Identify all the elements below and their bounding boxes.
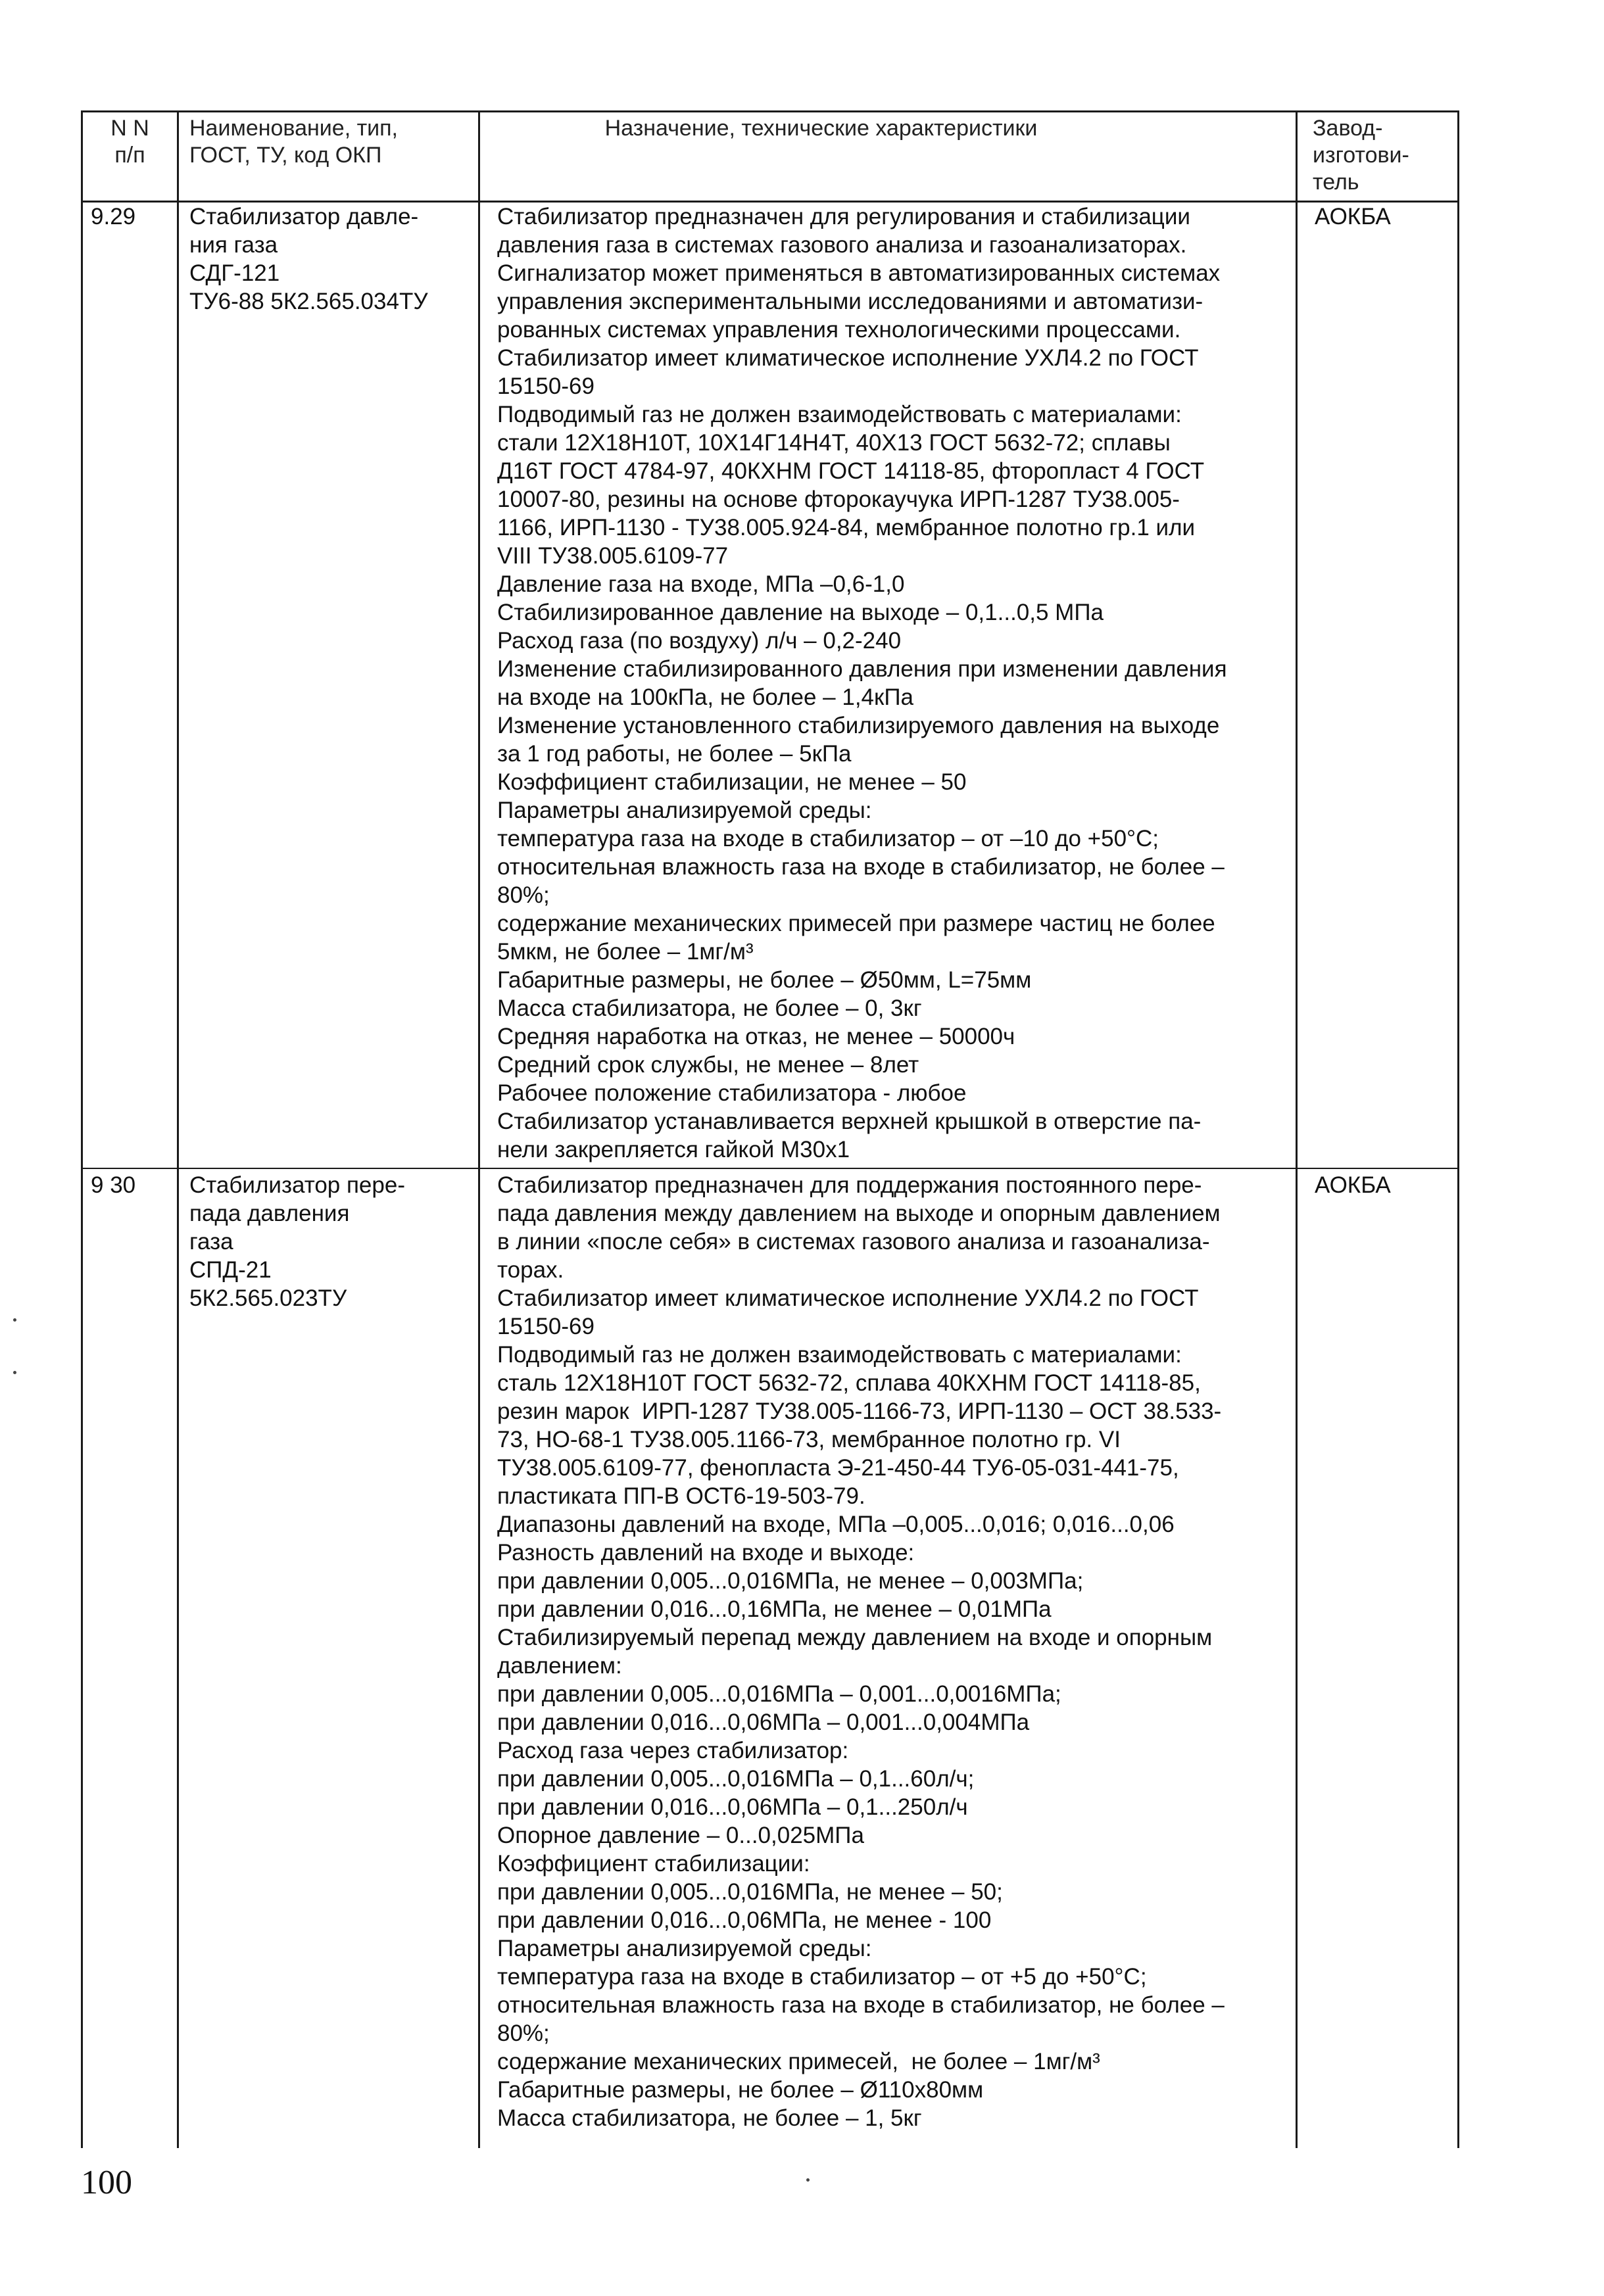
row-number: 9.29 <box>91 204 136 229</box>
description-line: Параметры анализируемой среды: <box>497 1936 872 1961</box>
manufacturer: АОКБА <box>1315 204 1391 229</box>
spec-table <box>81 110 1459 2148</box>
item-description <box>497 1171 1290 2132</box>
description-line: Коэффициент стабилизации, не менее – 50 <box>497 769 967 795</box>
description-line: сталь 12Х18Н10Т ГОСТ 5632-72, сплава 40КХНМ ГОСТ 14118-85, <box>497 1370 1201 1396</box>
description-line: Масса стабилизатора, не более – 1, 5кг <box>497 2105 922 2131</box>
scan-speck <box>13 1318 16 1322</box>
description-line: 15150-69 <box>497 373 595 399</box>
description-line: температура газа на входе в стабилизатор – от –10 до +50°С; <box>497 826 1159 851</box>
description-line: при давлении 0,016...0,06МПа – 0,001...0,004МПа <box>497 1710 1030 1735</box>
description-line: Изменение установленного стабилизируемого давления на выходе <box>497 713 1220 738</box>
description-line: при давлении 0,016...0,06МПа, не менее - 100 <box>497 1907 992 1933</box>
description-line: Расход газа через стабилизатор: <box>497 1738 849 1763</box>
page-number: 100 <box>81 2164 132 2201</box>
description-line: Разность давлений на входе и выходе: <box>497 1540 915 1566</box>
description-line: торах. <box>497 1257 564 1283</box>
description-line: VIII ТУ38.005.6109-77 <box>497 543 729 569</box>
description-line: Сигнализатор может применяться в автоматизированных системах <box>497 260 1221 286</box>
header-name: Наименование, тип, ГОСТ, ТУ, код ОКП <box>189 116 399 168</box>
description-line: Д16Т ГОСТ 4784-97, 40КХНМ ГОСТ 14118-85, фторопласт 4 ГОСТ <box>497 458 1205 484</box>
description-line: относительная влажность газа на входе в стабилизатор, не более – <box>497 1992 1225 2018</box>
description-line: Расход газа (по воздуху) л/ч – 0,2-240 <box>497 628 902 654</box>
manufacturer: АОКБА <box>1315 1172 1391 1198</box>
description-line: давлением: <box>497 1653 622 1679</box>
description-line: 80%; <box>497 2021 550 2046</box>
row-number: 9 30 <box>91 1172 136 1198</box>
description-line: при давлении 0,005...0,016МПа – 0,1...60л/ч; <box>497 1766 975 1792</box>
description-line: резин марок ИРП-1287 ТУ38.005-1166-73, ИРП-1130 – ОСТ 38.533- <box>497 1399 1222 1424</box>
description-line: Стабилизатор имеет климатическое исполнение УХЛ4.2 по ГОСТ <box>497 1285 1199 1311</box>
description-line: при давлении 0,005...0,016МПа, не менее – 50; <box>497 1879 1003 1905</box>
description-line: при давлении 0,016...0,06МПа – 0,1...250л/ч <box>497 1794 968 1820</box>
row-divider <box>83 1168 1457 1169</box>
description-line: Рабочее положение стабилизатора - любое <box>497 1080 967 1106</box>
description-line: 73, НО-68-1 ТУ38.005.1166-73, мембранное полотно гр. VI <box>497 1427 1121 1452</box>
description-line: при давлении 0,005...0,016МПа – 0,001...0,0016МПа; <box>497 1681 1061 1707</box>
description-line: при давлении 0,016...0,16МПа, не менее – 0,01МПа <box>497 1596 1052 1622</box>
header-num: N N п/п <box>110 116 149 168</box>
description-line: Стабилизированное давление на выходе – 0,1...0,5 МПа <box>497 600 1104 625</box>
description-line: Средняя наработка на отказ, не менее – 50000ч <box>497 1024 1015 1049</box>
description-line: стали 12Х18Н10Т, 10Х14Г14Н4Т, 40Х13 ГОСТ 5632-72; сплавы <box>497 430 1171 456</box>
description-line: 15150-69 <box>497 1314 595 1339</box>
description-line: Стабилизатор предназначен для регулирования и стабилизации <box>497 204 1190 229</box>
description-line: Габаритные размеры, не более – Ø110х80мм <box>497 2077 984 2103</box>
description-line: Масса стабилизатора, не более – 0, 3кг <box>497 995 922 1021</box>
description-line: 1166, ИРП-1130 - ТУ38.005.924-84, мембранное полотно гр.1 или <box>497 515 1196 540</box>
description-line: при давлении 0,005...0,016МПа, не менее – 0,003МПа; <box>497 1568 1084 1594</box>
description-line: Подводимый газ не должен взаимодействовать с материалами: <box>497 402 1182 427</box>
description-line: Габаритные размеры, не более – Ø50мм, L=75мм <box>497 967 1032 993</box>
description-line: за 1 год работы, не более – 5кПа <box>497 741 852 767</box>
description-line: ТУ38.005.6109-77, фенопласта Э-21-450-44 ТУ6-05-031-441-75, <box>497 1455 1179 1481</box>
column-divider <box>177 112 179 2148</box>
description-line: управления экспериментальными исследованиями и автоматизи- <box>497 289 1203 314</box>
description-line: 80%; <box>497 882 550 908</box>
description-line: рованных системах управления технологическими процессами. <box>497 317 1181 343</box>
description-line: давления газа в системах газового анализа и газоанализаторах. <box>497 232 1187 258</box>
scan-speck <box>13 1371 16 1374</box>
description-line: Коэффициент стабилизации: <box>497 1851 810 1877</box>
description-line: Давление газа на входе, МПа –0,6-1,0 <box>497 571 905 597</box>
item-description <box>497 203 1290 1164</box>
description-line: 5мкм, не более – 1мг/м³ <box>497 939 754 965</box>
description-line: Средний срок службы, не менее – 8лет <box>497 1052 919 1078</box>
description-line: пластиката ПП-В ОСТ6-19-503-79. <box>497 1483 865 1509</box>
description-line: Стабилизатор устанавливается верхней крышкой в отверстие па- <box>497 1109 1202 1134</box>
description-line: содержание механических примесей при размере частиц не более <box>497 911 1215 936</box>
description-line: содержание механических примесей, не более – 1мг/м³ <box>497 2049 1100 2074</box>
description-line: на входе на 100кПа, не более – 1,4кПа <box>497 684 913 710</box>
description-line: температура газа на входе в стабилизатор – от +5 до +50°С; <box>497 1964 1147 1990</box>
description-line: Стабилизируемый перепад между давлением на входе и опорным <box>497 1625 1213 1650</box>
header-manufacturer: Завод- изготови- тель <box>1313 116 1409 195</box>
column-divider <box>478 112 480 2148</box>
description-line: пада давления между давлением на выходе и опорным давлением <box>497 1201 1221 1226</box>
description-line: Диапазоны давлений на входе, МПа –0,005...0,016; 0,016...0,06 <box>497 1512 1175 1537</box>
description-line: Опорное давление – 0...0,025МПа <box>497 1823 864 1848</box>
description-line: Стабилизатор имеет климатическое исполнение УХЛ4.2 по ГОСТ <box>497 345 1199 371</box>
description-line: относительная влажность газа на входе в стабилизатор, не более – <box>497 854 1225 880</box>
scan-speck <box>806 2178 810 2182</box>
column-divider <box>1296 112 1298 2148</box>
description-line: 10007-80, резины на основе фторокаучука ИРП-1287 ТУ38.005- <box>497 487 1180 512</box>
description-line: в линии «после себя» в системах газового анализа и газоанализа- <box>497 1229 1210 1255</box>
description-line: Изменение стабилизированного давления при изменении давления <box>497 656 1227 682</box>
header-description: Назначение, технические характеристики <box>604 116 1038 141</box>
description-line: Стабилизатор предназначен для поддержания постоянного пере- <box>497 1172 1202 1198</box>
description-line: Подводимый газ не должен взаимодействовать с материалами: <box>497 1342 1182 1368</box>
description-line: Параметры анализируемой среды: <box>497 798 872 823</box>
item-name: Стабилизатор пере- пада давления газа СПД-21 5К2.565.023ТУ <box>189 1172 405 1311</box>
description-line: нели закрепляется гайкой М30х1 <box>497 1137 850 1162</box>
item-name: Стабилизатор давле- ния газа СДГ-121 ТУ6-88 5К2.565.034ТУ <box>189 204 428 314</box>
